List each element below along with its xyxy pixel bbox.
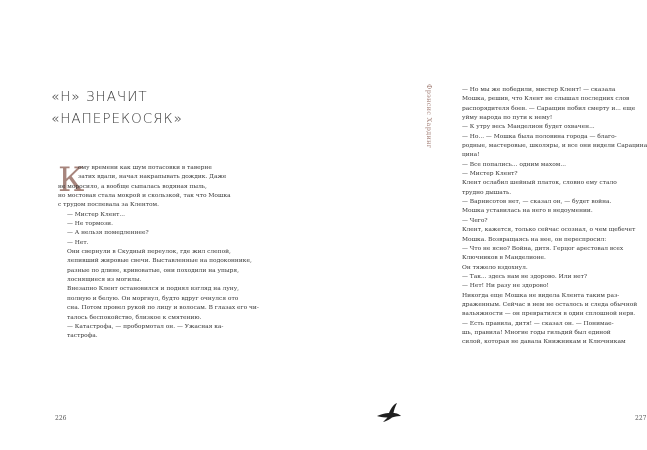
right-text-line: — Так... здесь нам не здорово. Или нет? <box>462 273 588 280</box>
right-text-line: уйму народа по пути к нему! <box>462 115 553 122</box>
right-text-line: Ключников в Манделионе. <box>462 255 546 262</box>
right-text-line: Клент, кажется, только сейчас осознал, о чем щебечет <box>462 227 636 234</box>
right-text-line: — Нет! Ни разу не здорово! <box>462 283 549 290</box>
bird-logo-icon <box>375 402 403 424</box>
right-text-line: вальяжности — он превратился в один сплошной нерв. <box>462 311 636 318</box>
drop-cap: К <box>58 160 85 200</box>
left-text-line: лоснящиеся из могилы. <box>67 277 142 284</box>
right-page <box>225 0 647 450</box>
left-text-line: не моросило, а вообще сыпалась водяная пыль, <box>58 183 207 190</box>
left-text-line: — Не тормози. <box>67 221 113 228</box>
left-text-line: ому времени как шум потасовки в таверне <box>78 165 212 171</box>
right-text-line: Никогда еще Мошка не видела Клента таким раз- <box>462 292 620 299</box>
left-text-line: сна. Потом провел рукой по лицу и волосам. В глазах его чи- <box>67 305 259 312</box>
right-text-line: — К утру весь Манделион будет охвачен... <box>462 124 595 131</box>
right-text-line: — Что не ясно? Война, дитя. Герцог арестовал всех <box>462 245 624 252</box>
left-body-text <box>58 164 259 342</box>
right-text-line: родные, мастеровые, школяры, и все они видели Сарацина <box>462 143 647 150</box>
right-text-line: распорядителя боев. — Саращин побил смерту и... еще <box>462 105 636 112</box>
right-text-line: — Есть правила, дитя! — сказал он. — Понимае- <box>462 320 614 327</box>
left-text-line: — А нельзя помедленнее? <box>67 230 149 237</box>
left-text-line: — Мистер Клент... <box>67 211 125 218</box>
right-text-line: шь, правила! Многие годы гильдий был единой <box>462 329 611 336</box>
left-text-line: Они свернули в Скудный переулок, где жил слепой, <box>67 249 231 256</box>
left-text-line: полную и белую. Он моргнул, будто вдруг очнулся ото <box>67 295 239 302</box>
chapter-title-line: «Н» ЗНАЧИТ <box>51 89 148 105</box>
left-text-line: но мостовая стала мокрой и скользкой, так что Мошка <box>58 193 231 200</box>
chapter-title-line: «НАПЕРЕКОСЯК» <box>51 111 183 127</box>
right-text-line: — Мистер Клент? <box>462 171 518 178</box>
page-number-right: 227 <box>635 415 647 422</box>
left-text-line: — Катастрофа, — пробормотал он. — Ужасная ка- <box>67 323 224 330</box>
running-head-author: Фрэнсис Хардинг <box>425 84 433 149</box>
left-text-line: талось беспокойство, близкое к смятению. <box>67 314 202 321</box>
right-text-line: силой, которая не давала Книжникам и Ключникам <box>462 339 626 346</box>
left-text-line: тастрофа. <box>67 333 98 340</box>
right-text-line: — Все попались... одним махом... <box>462 161 566 168</box>
left-text-line: затих вдали, начал накрапывать дождик. Даже <box>78 174 227 181</box>
left-text-line: — Нет. <box>67 239 89 246</box>
right-text-line: Мошка. Возвращаясь на нее, он переспросил: <box>462 236 607 243</box>
right-text-line: трудно дышать. <box>462 189 512 196</box>
left-text-line: Внезапно Клент остановился и поднял взгляд на луну, <box>67 286 240 293</box>
right-body-text <box>462 86 647 348</box>
left-page <box>0 0 259 450</box>
chapter-title <box>51 86 211 130</box>
right-text-line: Он тяжело вздохнул. <box>462 264 528 271</box>
right-text-line: — Но... — Мошка была половина города — благо- <box>462 133 617 140</box>
page-number-left: 226 <box>55 415 67 422</box>
left-text-line: разные по длине, кривоватые, они походили на упыря, <box>67 267 239 274</box>
right-text-line: Мошка, решив, что Клент не слышал последних слов <box>462 96 630 103</box>
right-text-line: — Но мы же победили, мистер Клент! — сказала <box>462 87 616 93</box>
left-text-line: лепивший жировые свечи. Выставленные на подоконнике, <box>67 258 252 265</box>
right-text-line: — Варнисотов нет, — сказал он, — будет война. <box>462 199 612 206</box>
right-text-line: цина! <box>462 152 480 159</box>
right-text-line: драженным. Сейчас в нем не осталось и следа обычной <box>462 301 638 308</box>
right-text-line: Клент ослабил шейный платок, словно ему стало <box>462 180 617 187</box>
right-text-line: — Чего? <box>462 217 488 224</box>
right-text-line: Мошка уставилась на него в недоумении. <box>462 208 593 215</box>
left-text-line: с трудом поспевала за Клентом. <box>58 202 160 209</box>
